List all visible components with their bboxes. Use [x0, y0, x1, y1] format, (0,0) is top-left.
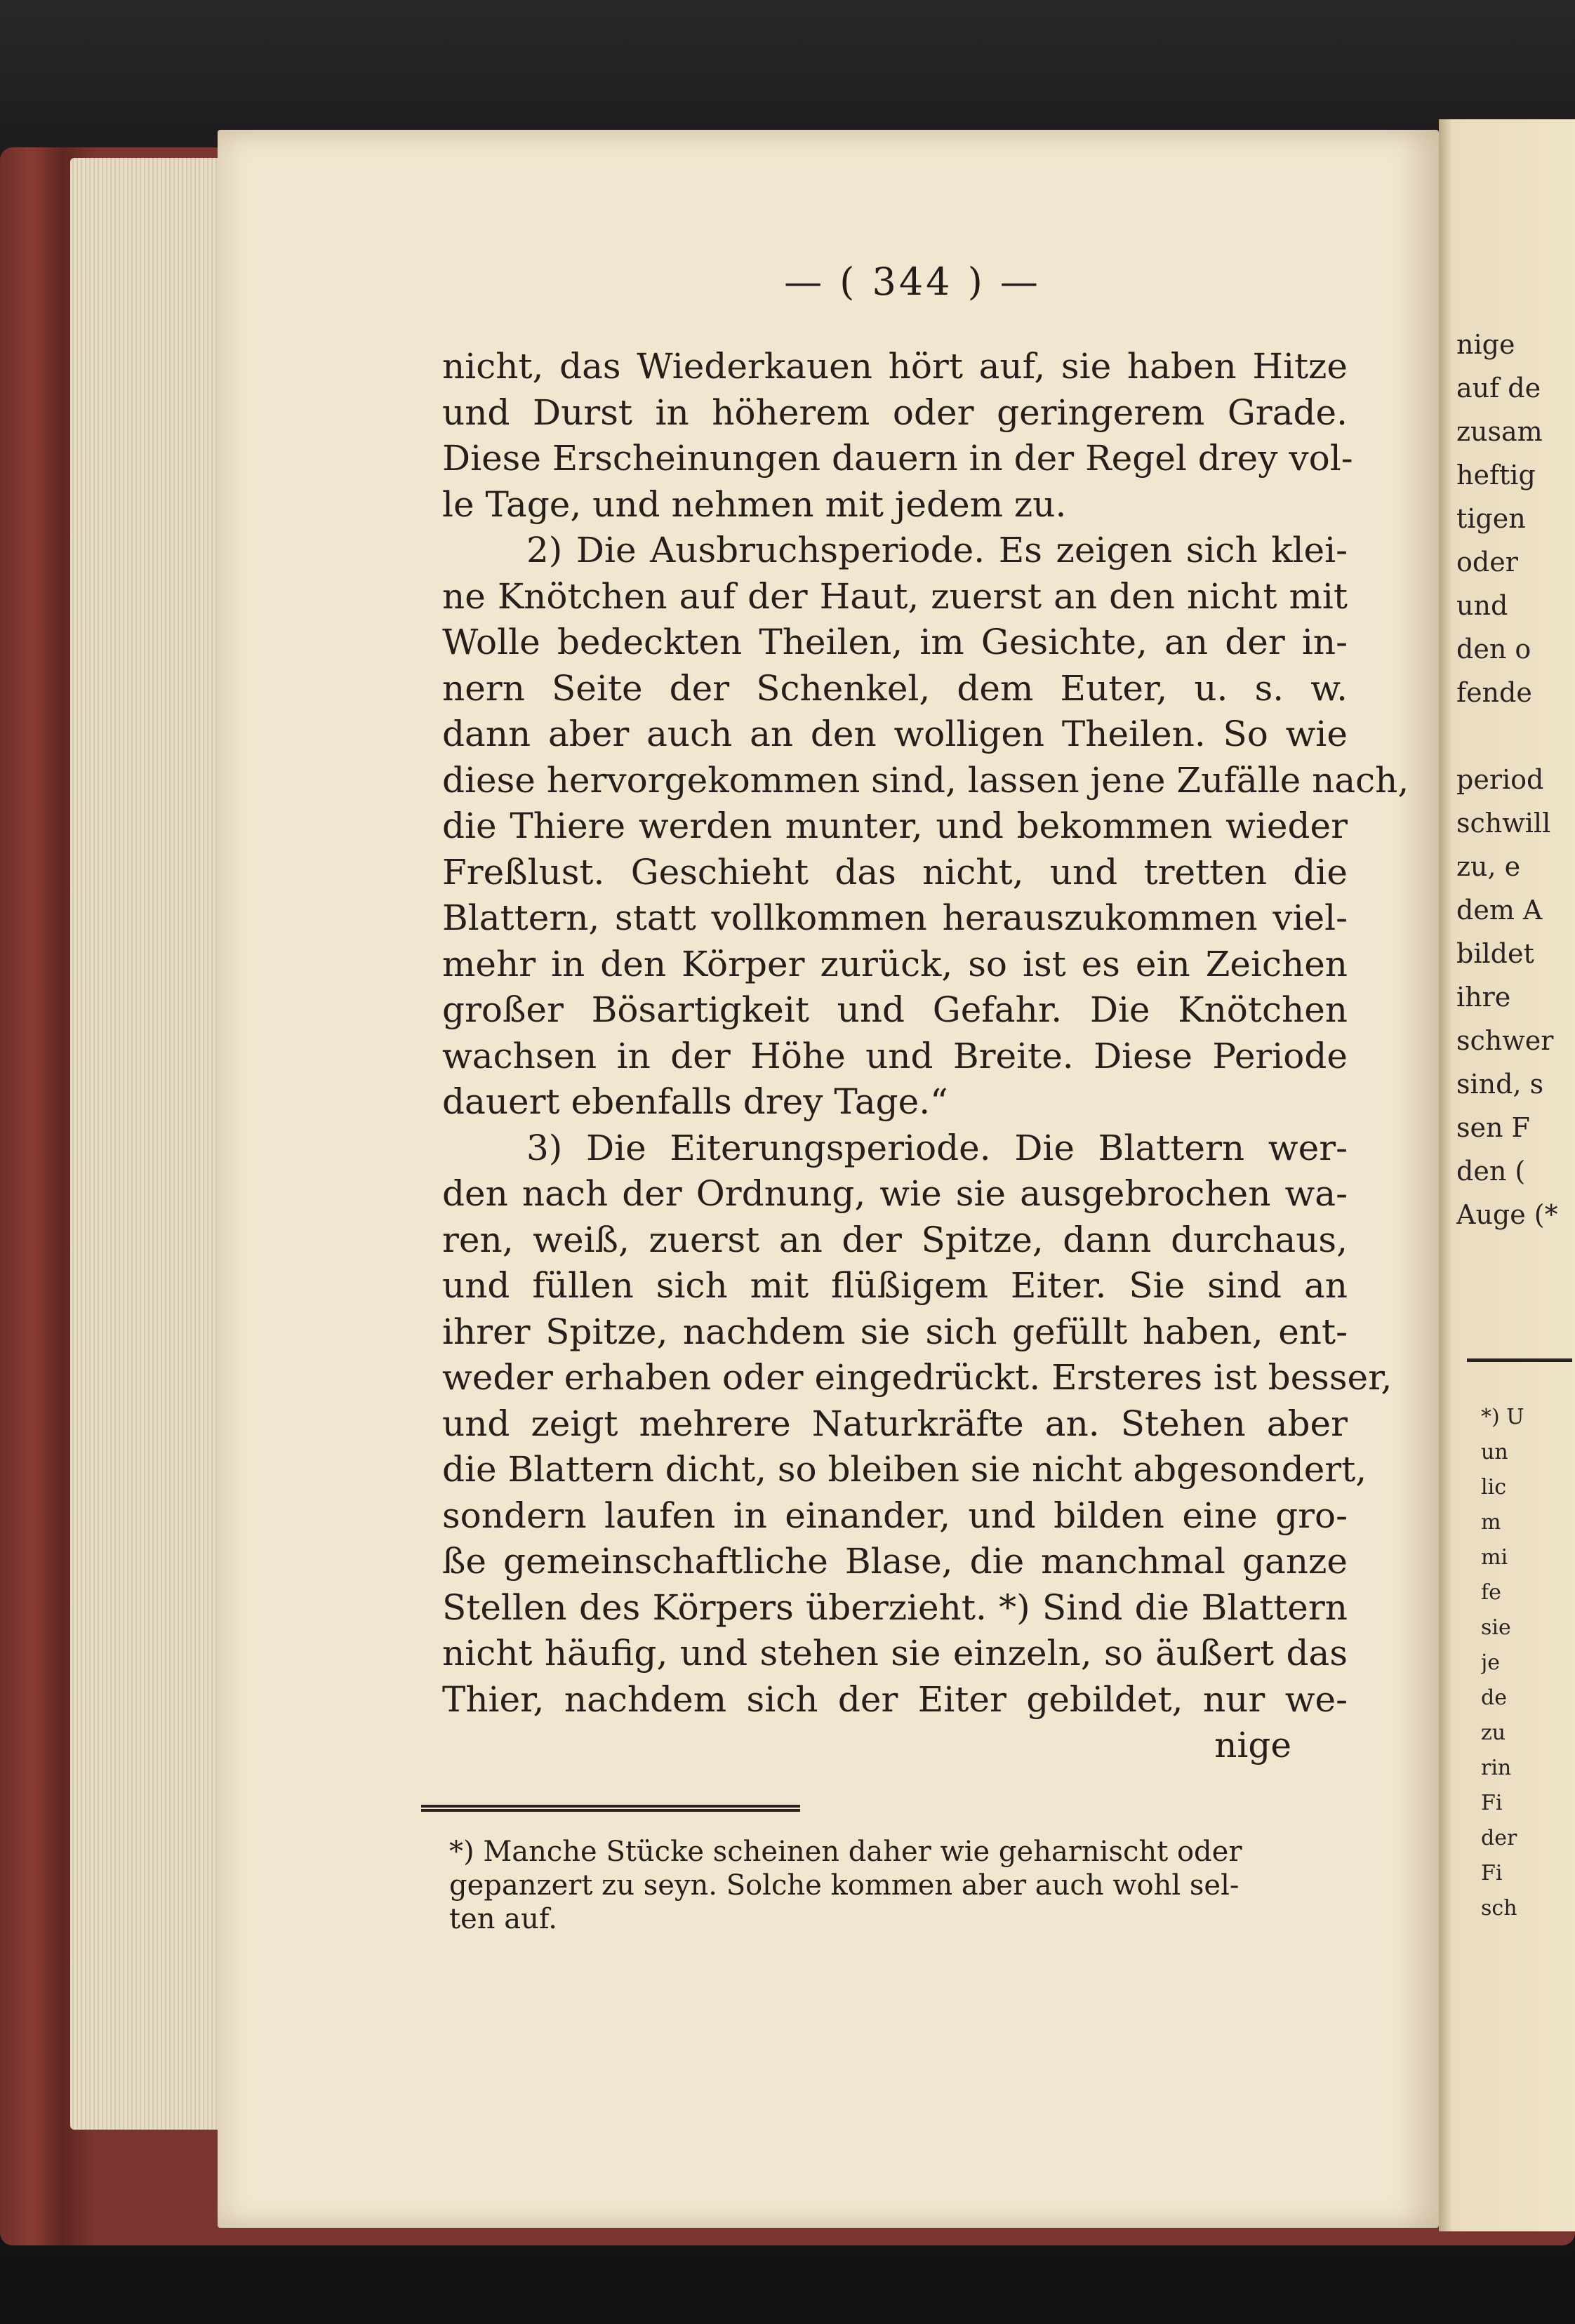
page-edges	[70, 158, 239, 2130]
text-line: dauert ebenfalls drey Tage.“	[442, 1081, 948, 1122]
facing-line: auf de	[1456, 373, 1541, 403]
facing-note-line: un	[1481, 1440, 1508, 1464]
text-line: nicht, das Wiederkauen hört auf, sie haben Hitze	[442, 346, 1348, 387]
text-line: mehr in den Körper zurück, so ist es ein Zeichen	[442, 943, 1348, 984]
text-line: dann aber auch an den wolligen Theilen. So wie	[442, 714, 1348, 754]
facing-page-text	[1456, 323, 1569, 1236]
text-line: Thier, nachdem sich der Eiter gebildet, nur we-	[442, 1678, 1348, 1720]
page-header: — ( 344 ) —	[784, 260, 1041, 304]
text-line: ren, weiß, zuerst an der Spitze, dann durchaus,	[442, 1219, 1348, 1260]
facing-line: zu, e	[1456, 851, 1521, 882]
facing-line: sen F	[1456, 1112, 1530, 1143]
text-line: die Thiere werden munter, und bekommen wieder	[442, 806, 1348, 846]
footnote-rule	[421, 1805, 800, 1812]
text-line: großer Bösartigkeit und Gefahr. Die Knötchen	[442, 989, 1348, 1030]
footnote-line: gepanzert zu seyn. Solche kommen aber auch wohl sel-	[449, 1869, 1240, 1902]
text-line: Blattern, statt vollkommen herauszukommen viel-	[442, 897, 1348, 938]
facing-note-line: je	[1481, 1650, 1501, 1675]
facing-note-line: der	[1481, 1826, 1517, 1850]
text-line: nicht häufig, und stehen sie einzeln, so äußert das	[442, 1633, 1348, 1674]
facing-line: schwer	[1456, 1025, 1554, 1056]
facing-line: ihre	[1456, 982, 1511, 1013]
facing-note-line: fe	[1481, 1580, 1501, 1605]
text-line: und Durst in höherem oder geringerem Grade.	[442, 392, 1348, 433]
text-line: 2) Die Ausbruchsperiode. Es zeigen sich klei-	[526, 530, 1348, 570]
facing-line: nige	[1456, 329, 1515, 360]
text-line: ne Knötchen auf der Haut, zuerst an den nicht mit	[442, 575, 1348, 617]
text-line: und füllen sich mit flüßigem Eiter. Sie sind an	[442, 1265, 1348, 1306]
text-line: weder erhaben oder eingedrückt. Ersteres ist besser,	[442, 1357, 1393, 1398]
text-line: 3) Die Eiterungsperiode. Die Blattern wer-	[526, 1127, 1348, 1168]
facing-note-line: de	[1481, 1685, 1507, 1710]
text-line: Freßlust. Geschieht das nicht, und tretten die	[442, 851, 1348, 893]
text-line: sondern laufen in einander, und bilden eine gro-	[442, 1495, 1348, 1536]
footnote	[449, 1835, 1334, 1936]
facing-line: heftig	[1456, 460, 1536, 490]
facing-line: period	[1456, 764, 1544, 795]
facing-line: tigen	[1456, 503, 1526, 534]
text-line: den nach der Ordnung, wie sie ausgebrochen wa-	[442, 1173, 1348, 1214]
facing-line: bildet	[1456, 938, 1534, 969]
facing-line: oder	[1456, 547, 1518, 577]
facing-note-line: zu	[1481, 1721, 1506, 1745]
text-line: ße gemeinschaftliche Blase, die manchmal ganze	[442, 1541, 1348, 1582]
text-line: wachsen in der Höhe und Breite. Diese Periode	[442, 1035, 1348, 1076]
facing-line: schwill	[1456, 808, 1551, 839]
body-text	[442, 344, 1409, 1769]
facing-line	[1456, 714, 1569, 758]
footnote-line: ten auf.	[449, 1903, 557, 1935]
facing-note-line: sie	[1481, 1615, 1511, 1640]
facing-note-line: Fi	[1481, 1861, 1503, 1885]
facing-line: den o	[1456, 634, 1531, 665]
facing-note-line: *) U	[1481, 1405, 1524, 1429]
text-line: und zeigt mehrere Naturkräfte an. Stehen aber	[442, 1403, 1348, 1444]
text-line: le Tage, und nehmen mit jedem zu.	[442, 483, 1067, 525]
text-line: ihrer Spitze, nachdem sie sich gefüllt haben, ent-	[442, 1311, 1348, 1352]
text-line: diese hervorgekommen sind, lassen jene Zufälle nach,	[442, 759, 1409, 801]
text-line: Diese Erscheinungen dauern in der Regel drey vol-	[442, 438, 1353, 479]
catchword: nige	[1214, 1725, 1291, 1765]
facing-note-line: sch	[1481, 1896, 1517, 1921]
facing-line: sind, s	[1456, 1069, 1544, 1100]
text-line: nern Seite der Schenkel, dem Euter, u. s. w.	[442, 667, 1348, 709]
facing-line: zusam	[1456, 416, 1543, 447]
text-line: Stellen des Körpers überzieht. *) Sind die Blattern	[442, 1587, 1348, 1628]
facing-note-line: m	[1481, 1510, 1501, 1535]
facing-line: dem A	[1456, 895, 1543, 926]
facing-footnote-rule	[1467, 1358, 1572, 1362]
facing-line: den (	[1456, 1156, 1526, 1187]
facing-line: und	[1456, 590, 1508, 621]
text-line: Wolle bedeckten Theilen, im Gesichte, an der in-	[442, 622, 1348, 662]
facing-line: fende	[1456, 677, 1532, 708]
facing-line: Auge (*	[1456, 1199, 1558, 1230]
facing-note-line: rin	[1481, 1756, 1512, 1780]
facing-note-line: mi	[1481, 1545, 1508, 1570]
text-line: die Blattern dicht, so bleiben sie nicht abgesondert,	[442, 1449, 1367, 1490]
facing-page-notes	[1481, 1400, 1572, 1926]
facing-note-line: lic	[1481, 1475, 1506, 1500]
facing-note-line: Fi	[1481, 1791, 1503, 1815]
footnote-line: *) Manche Stücke scheinen daher wie geharnischt oder	[449, 1836, 1242, 1868]
